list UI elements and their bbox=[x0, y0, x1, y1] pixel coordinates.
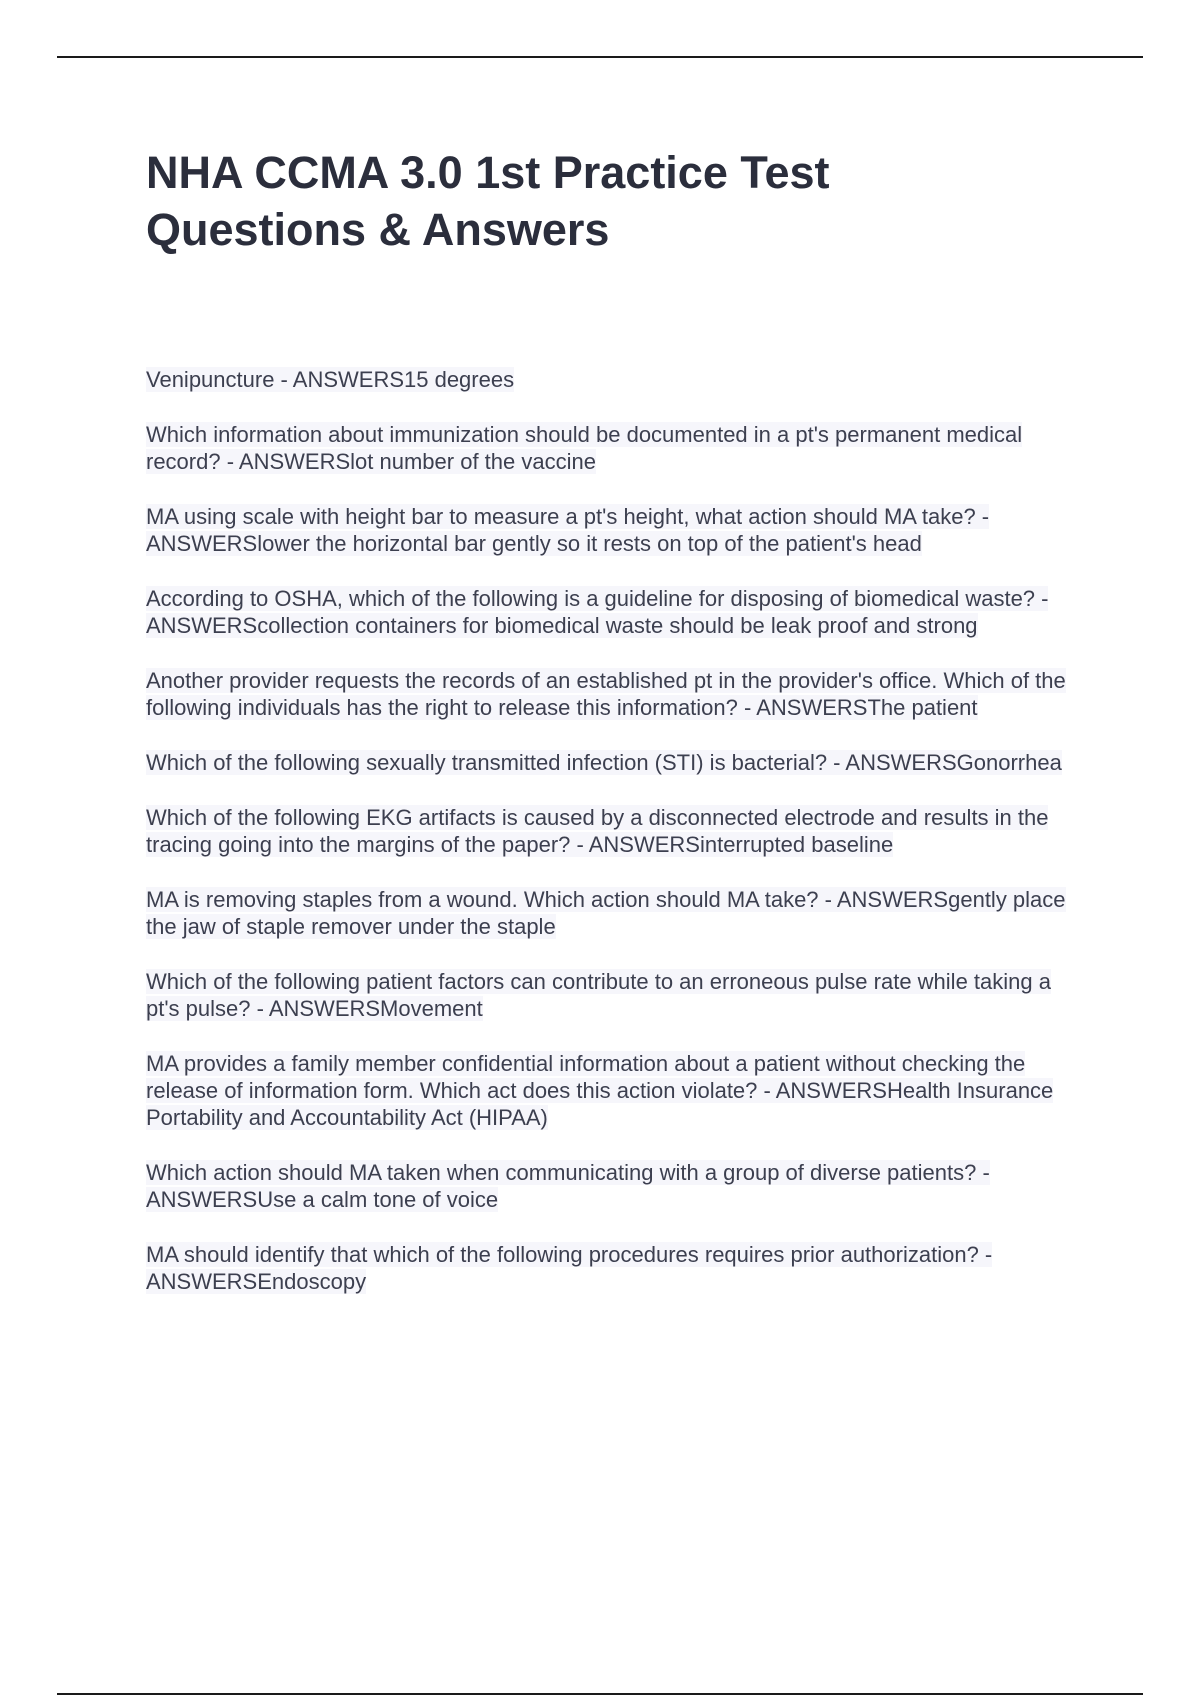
qa-item bbox=[146, 585, 1086, 639]
qa-text: MA is removing staples from a wound. Which action should MA take? - ANSWERSgently place the jaw of staple remover under the staple bbox=[146, 887, 1066, 939]
qa-item bbox=[146, 804, 1086, 858]
qa-item bbox=[146, 1241, 1086, 1295]
qa-list bbox=[146, 366, 1086, 1323]
qa-text: MA should identify that which of the following procedures requires prior authorization? - ANSWERSEndoscopy bbox=[146, 1242, 993, 1294]
qa-text: According to OSHA, which of the following is a guideline for disposing of biomedical waste? - ANSWERScollection containers for biomedical waste should be leak proof and strong bbox=[146, 586, 1049, 638]
qa-text: Which of the following sexually transmitted infection (STI) is bacterial? - ANSWERSGonorrhea bbox=[146, 750, 1062, 775]
qa-text: Which action should MA taken when communicating with a group of diverse patients? - ANSWERSUse a calm tone of voice bbox=[146, 1160, 990, 1212]
qa-text: MA using scale with height bar to measure a pt's height, what action should MA take? - ANSWERSlower the horizontal bar gently so it rests on top of the patient's head bbox=[146, 504, 990, 556]
qa-text: Which of the following EKG artifacts is caused by a disconnected electrode and results in the tracing going into the margins of the paper? - ANSWERSinterrupted baseline bbox=[146, 805, 1049, 857]
title-line-2: Questions & Answers bbox=[146, 204, 610, 255]
qa-item bbox=[146, 421, 1086, 475]
qa-item bbox=[146, 667, 1086, 721]
qa-item bbox=[146, 749, 1086, 776]
qa-text: Another provider requests the records of an established pt in the provider's office. Which of the following individuals has the right to release this information? - ANSWERSThe patient bbox=[146, 668, 1066, 720]
qa-item bbox=[146, 366, 1086, 393]
qa-item bbox=[146, 1159, 1086, 1213]
qa-item bbox=[146, 886, 1086, 940]
qa-text: Which of the following patient factors can contribute to an erroneous pulse rate while taking a pt's pulse? - ANSWERSMovement bbox=[146, 969, 1051, 1021]
top-divider bbox=[57, 56, 1143, 58]
qa-text: Which information about immunization should be documented in a pt's permanent medical record? - ANSWERSlot number of the vaccine bbox=[146, 422, 1023, 474]
title-line-1: NHA CCMA 3.0 1st Practice Test bbox=[146, 147, 830, 198]
qa-text: MA provides a family member confidential information about a patient without checking the release of information form. Which act does this action violate? - ANSWERSHealth Insurance Portability and Accountability Act (HIPAA) bbox=[146, 1051, 1054, 1130]
qa-item bbox=[146, 1050, 1086, 1131]
qa-item bbox=[146, 503, 1086, 557]
qa-item bbox=[146, 968, 1086, 1022]
bottom-divider bbox=[57, 1693, 1143, 1695]
document-title bbox=[146, 144, 1046, 258]
qa-text: Venipuncture - ANSWERS15 degrees bbox=[146, 367, 515, 392]
